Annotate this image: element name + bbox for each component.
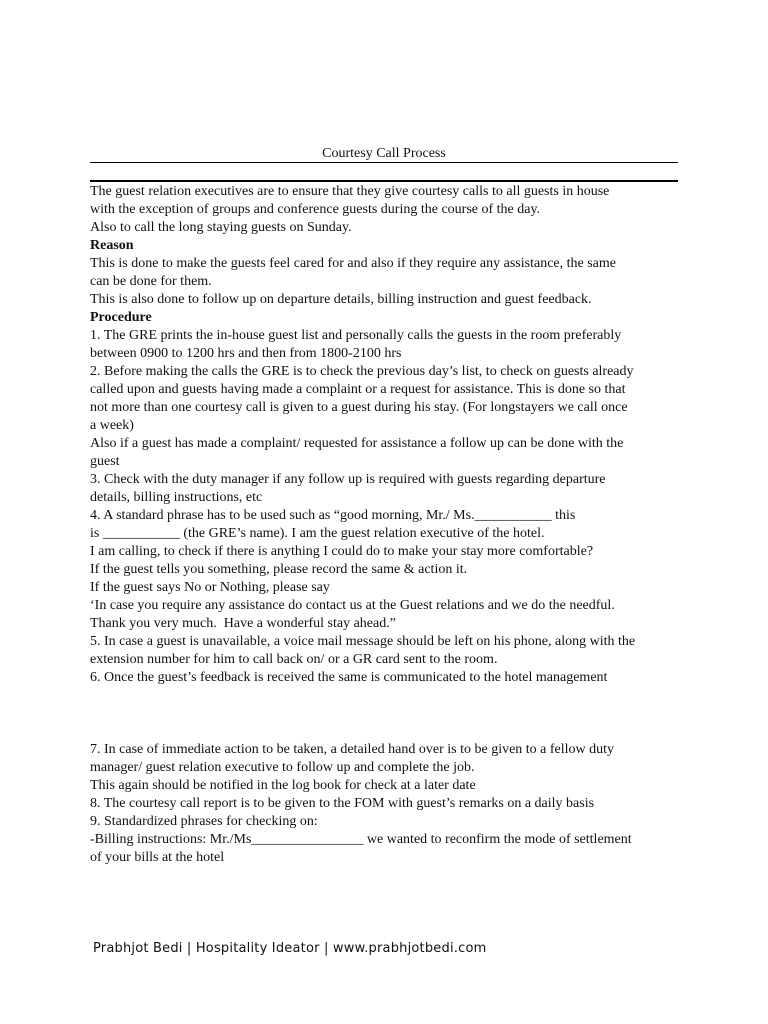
body-line: Thank you very much. Have a wonderful stay ahead.” [90, 616, 396, 631]
body-line: 1. The GRE prints the in-house guest list and personally calls the guests in the room preferably [90, 328, 622, 343]
document-body [90, 183, 690, 867]
body-line: is ___________ (the GRE’s name). I am the guest relation executive of the hotel. [90, 526, 545, 541]
page-title: Courtesy Call Process [322, 146, 446, 161]
paragraph-gap [90, 687, 690, 741]
body-line: guest [90, 454, 120, 469]
body-line: This again should be notified in the log book for check at a later date [90, 778, 476, 793]
body-line: extension number for him to call back on/ or a GR card sent to the room. [90, 652, 498, 667]
body-line: can be done for them. [90, 274, 212, 289]
body-line: between 0900 to 1200 hrs and then from 1800-2100 hrs [90, 346, 402, 361]
body-line: -Billing instructions: Mr./Ms________________ we wanted to reconfirm the mode of settlement [90, 832, 632, 847]
body-line: manager/ guest relation executive to follow up and complete the job. [90, 760, 475, 775]
body-line: 2. Before making the calls the GRE is to check the previous day’s list, to check on guests already [90, 364, 634, 379]
body-line: 6. Once the guest’s feedback is received the same is communicated to the hotel management [90, 670, 608, 685]
body-line: 7. In case of immediate action to be taken, a detailed hand over is to be given to a fellow duty [90, 742, 615, 757]
section-heading-reason: Reason [90, 238, 134, 253]
body-line: called upon and guests having made a complaint or a request for assistance. This is done so that [90, 382, 626, 397]
body-line: If the guest tells you something, please record the same & action it. [90, 562, 468, 577]
body-line: 5. In case a guest is unavailable, a voice mail message should be left on his phone, along with the [90, 634, 636, 649]
body-line: ‘In case you require any assistance do contact us at the Guest relations and we do the needful. [90, 598, 615, 613]
body-line: The guest relation executives are to ensure that they give courtesy calls to all guests in house [90, 184, 610, 199]
body-line: Also if a guest has made a complaint/ requested for assistance a follow up can be done with the [90, 436, 624, 451]
body-line: 3. Check with the duty manager if any follow up is required with guests regarding departure [90, 472, 606, 487]
body-line: 8. The courtesy call report is to be given to the FOM with guest’s remarks on a daily basis [90, 796, 595, 811]
body-line: with the exception of groups and conference guests during the course of the day. [90, 202, 541, 217]
body-line: a week) [90, 418, 134, 433]
body-line: Also to call the long staying guests on Sunday. [90, 220, 352, 235]
body-line: This is also done to follow up on departure details, billing instruction and guest feedback. [90, 292, 592, 307]
page-footer: Prabhjot Bedi | Hospitality Ideator | www.prabhjotbedi.com [93, 941, 487, 956]
body-line: This is done to make the guests feel cared for and also if they require any assistance, the same [90, 256, 616, 271]
section-heading-procedure: Procedure [90, 310, 152, 325]
body-line: details, billing instructions, etc [90, 490, 263, 505]
title-rule-top [90, 162, 678, 163]
body-line: of your bills at the hotel [90, 850, 225, 865]
body-line: I am calling, to check if there is anything I could do to make your stay more comfortable? [90, 544, 594, 559]
body-line: If the guest says No or Nothing, please say [90, 580, 330, 595]
title-rule-bottom [90, 180, 678, 182]
body-line: not more than one courtesy call is given to a guest during his stay. (For longstayers we call once [90, 400, 628, 415]
body-line: 4. A standard phrase has to be used such as “good morning, Mr./ Ms.___________ this [90, 508, 576, 523]
body-line: 9. Standardized phrases for checking on: [90, 814, 318, 829]
